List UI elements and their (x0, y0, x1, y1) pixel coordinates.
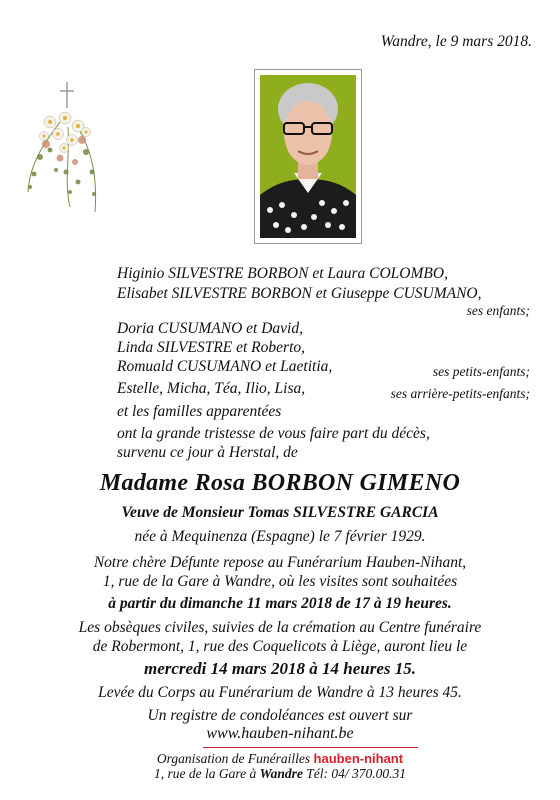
children-line-1: Higinio SILVESTRE BORBON et Laura COLOMBO, (117, 265, 448, 282)
deceased-name: Madame Rosa BORBON GIMENO (99, 470, 461, 496)
ceremony-datetime: mercredi 14 mars 2018 à 14 heures 15. (144, 659, 416, 678)
grandchildren-role: ses petits-enfants; (432, 364, 530, 379)
great-grandchildren-line-1: Estelle, Micha, Téa, Ilio, Lisa, (117, 380, 306, 397)
grandchildren-line-1: Doria CUSUMANO et David, (117, 320, 303, 337)
footer-town: Wandre (259, 766, 303, 781)
notice-date: Wandre, le 9 mars 2018. (380, 33, 532, 50)
children-line-2: Elisabet SILVESTRE BORBON et Giuseppe CUSUMANO, (117, 285, 482, 302)
footer-divider (203, 747, 418, 748)
great-grandchildren-role: ses arrière-petits-enfants; (390, 386, 530, 401)
widow-line: Veuve de Monsieur Tomas SILVESTRE GARCIA (121, 504, 439, 521)
footer-address (0, 766, 560, 782)
flower-cross-icon (20, 82, 110, 227)
grandchildren-line-2: Linda SILVESTRE et Roberto, (117, 339, 305, 356)
registry-line: Un registre de condoléances est ouvert sur (147, 707, 413, 724)
registry-url[interactable]: www.hauben-nihant.be (206, 725, 354, 742)
brand-name: hauben-nihant (313, 751, 404, 766)
ceremony-line-1: Les obsèques civiles, suivies de la crémation au Centre funéraire (78, 619, 482, 636)
children-role: ses enfants; (466, 303, 530, 318)
ceremony-line-2: de Robermont, 1, rue des Coquelicots à Liège, auront lieu le (92, 638, 468, 655)
rest-line-1: Notre chère Défunte repose au Funérarium Hauben-Nihant, (93, 554, 467, 571)
footer-phone: Tél: 04/ 370.00.31 (306, 766, 406, 781)
visit-hours: à partir du dimanche 11 mars 2018 de 17 à 19 heures. (108, 595, 452, 612)
announce-line-1: ont la grande tristesse de vous faire part du décès, (117, 425, 430, 442)
announce-line-2: survenu ce jour à Herstal, de (117, 444, 298, 461)
portrait-photo (254, 69, 362, 244)
families-line: et les familles apparentées (117, 403, 282, 420)
footer-address-prefix: 1, rue de la Gare à (154, 766, 257, 781)
levee-line: Levée du Corps au Funérarium de Wandre à 13 heures 45. (98, 684, 462, 701)
birth-line: née à Mequinenza (Espagne) le 7 février 1929. (134, 528, 426, 545)
footer-organisation (0, 751, 560, 767)
footer-org-prefix: Organisation de Funérailles (156, 751, 311, 766)
rest-line-2: 1, rue de la Gare à Wandre, où les visites sont souhaitées (102, 573, 458, 590)
grandchildren-line-3: Romuald CUSUMANO et Laetitia, (117, 358, 333, 375)
